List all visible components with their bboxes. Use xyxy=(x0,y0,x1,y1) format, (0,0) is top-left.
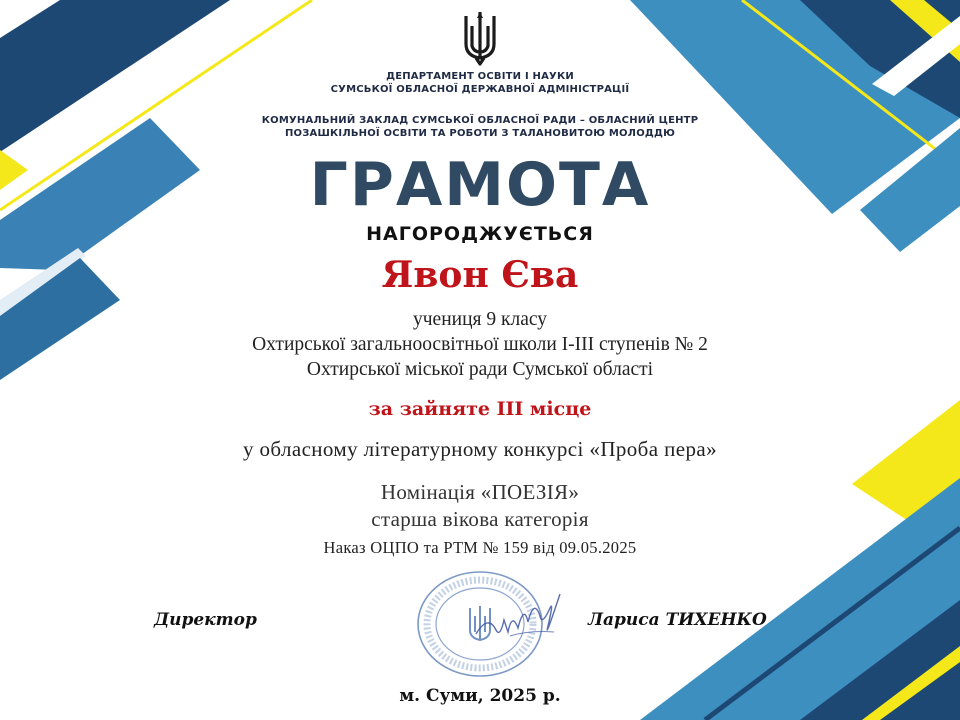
recipient-role-line-3: Охтирської міської ради Сумської області xyxy=(306,359,654,380)
recipient-name: Явон Єва xyxy=(381,254,579,296)
department-line-2: СУМСЬКОЇ ОБЛАСНОЇ ДЕРЖАВНОЇ АДМІНІСТРАЦІЇ xyxy=(330,84,630,95)
organization-line-2: ПОЗАШКІЛЬНОЇ ОСВІТИ ТА РОБОТИ З ТАЛАНОВИТОЮ МОЛОДДЮ xyxy=(284,128,676,139)
contest-text: у обласному літературному конкурсі «Проба пера» xyxy=(242,437,718,461)
order-reference: Наказ ОЦПО та РТМ № 159 від 09.05.2025 xyxy=(323,538,637,557)
nomination-text: Номінація «ПОЕЗІЯ» xyxy=(380,480,580,504)
director-name: Лариса ТИХЕНКО xyxy=(588,610,767,630)
organization-line-1: КОМУНАЛЬНИЙ ЗАКЛАД СУМСЬКОЇ ОБЛАСНОЇ РАДИ – ОБЛАСНИЙ ЦЕНТР xyxy=(261,115,699,126)
department-line-1: ДЕПАРТАМЕНТ ОСВІТИ І НАУКИ xyxy=(386,71,574,82)
trident-coat-of-arms-icon xyxy=(458,8,502,66)
place-and-date: м. Суми, 2025 р. xyxy=(399,686,561,706)
director-title: Директор xyxy=(154,610,257,630)
recipient-role-line-2: Охтирської загальноосвітньої школи І-ІІІ ступенів № 2 xyxy=(252,334,708,355)
certificate-title: ГРАМОТА xyxy=(309,150,651,220)
recipient-role-line-1: учениця 9 класу xyxy=(413,309,547,330)
awarded-heading: НАГОРОДЖУЄТЬСЯ xyxy=(366,223,594,245)
achievement-text: за зайняте ІІІ місце xyxy=(368,398,592,420)
handwritten-signature xyxy=(470,586,570,646)
age-category-text: старша вікова категорія xyxy=(371,507,589,531)
